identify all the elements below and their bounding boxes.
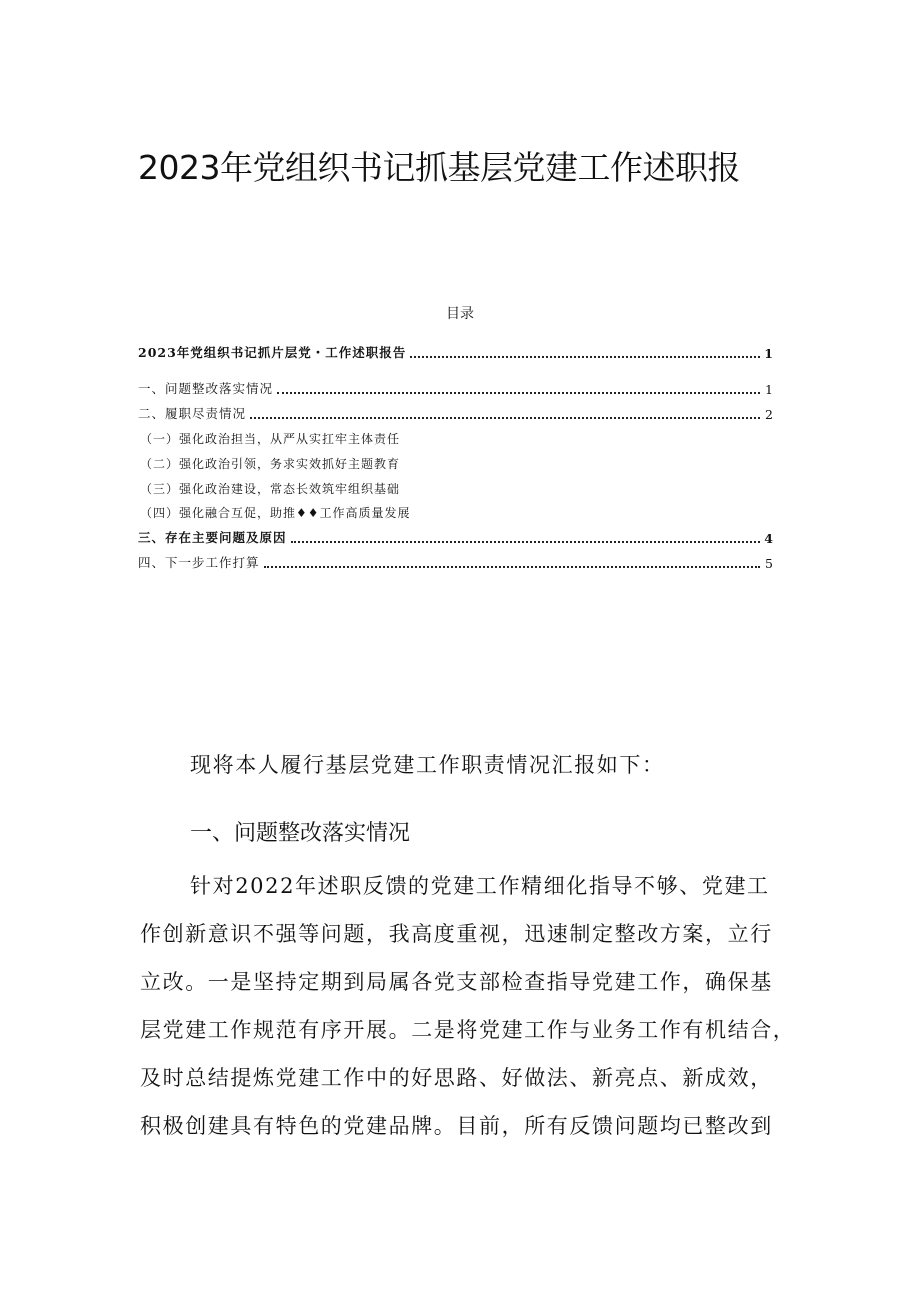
toc-entry-page: 4 (764, 531, 774, 546)
toc-leader-dots (277, 392, 760, 394)
paragraph-line: 针对2022年述职反馈的党建工作精细化指导不够、党建工 (190, 874, 770, 898)
toc-entry-label: 四、下一步工作打算 (138, 555, 260, 570)
toc-subentry-label: （一）强化政治担当，从严从实扛牢主体责任 (140, 432, 401, 446)
toc-subentry[interactable] (138, 454, 776, 472)
document-title: 2023年党组织书记抓基层党建工作述职报 (138, 148, 740, 187)
paragraph-line: 作创新意识不强等问题，我高度重视，迅速制定整改方案，立行 (140, 922, 773, 946)
toc-subentry-label: （二）强化政治引领，务求实效抓好主题教育 (140, 457, 401, 471)
toc-entry[interactable] (138, 379, 774, 397)
toc-leader-dots (264, 566, 760, 568)
toc-subentry[interactable] (138, 429, 776, 447)
toc-entry-label: 二、履职尽责情况 (138, 406, 247, 421)
toc-entry-label: 一、问题整改落实情况 (138, 381, 274, 396)
toc-entry-page: 5 (765, 556, 774, 571)
paragraph-line: 积极创建具有特色的党建品牌。目前，所有反馈问题均已整改到 (140, 1114, 773, 1138)
toc-heading: 目录 (446, 306, 474, 322)
paragraph-line: 及时总结提炼党建工作中的好思路、好做法、新亮点、新成效， (140, 1066, 773, 1090)
intro-paragraph: 现将本人履行基层党建工作职责情况汇报如下： (190, 753, 665, 777)
toc-entry[interactable] (138, 343, 774, 361)
paragraph-line: 立改。一是坚持定期到局属各党支部检查指导党建工作，确保基 (140, 970, 773, 994)
toc-entry-label: 2023年党组织书记抓片层党・工作述职报告 (138, 345, 407, 360)
toc-leader-dots (250, 417, 760, 419)
toc-subentry[interactable] (138, 479, 776, 497)
toc-entry-label: 三、存在主要问题及原因 (138, 530, 287, 545)
toc-subentry-label: （三）强化政治建设，常态长效筑牢组织基础 (140, 482, 401, 496)
section-heading: 一、问题整改落实情况 (190, 821, 411, 846)
toc-subentry[interactable] (138, 503, 776, 521)
toc-entry[interactable] (138, 404, 774, 422)
toc-leader-dots (291, 541, 760, 543)
paragraph-line: 层党建工作规范有序开展。二是将党建工作与业务工作有机结合， (140, 1018, 796, 1042)
toc-entry[interactable] (138, 553, 774, 571)
toc-leader-dots (410, 356, 760, 358)
toc-subentry-label: （四）强化融合互促，助推♦♦工作高质量发展 (140, 506, 411, 520)
toc-entry-page: 1 (765, 382, 774, 397)
toc-entry[interactable] (138, 528, 774, 546)
toc-entry-page: 1 (764, 346, 774, 361)
toc-entry-page: 2 (765, 407, 774, 422)
